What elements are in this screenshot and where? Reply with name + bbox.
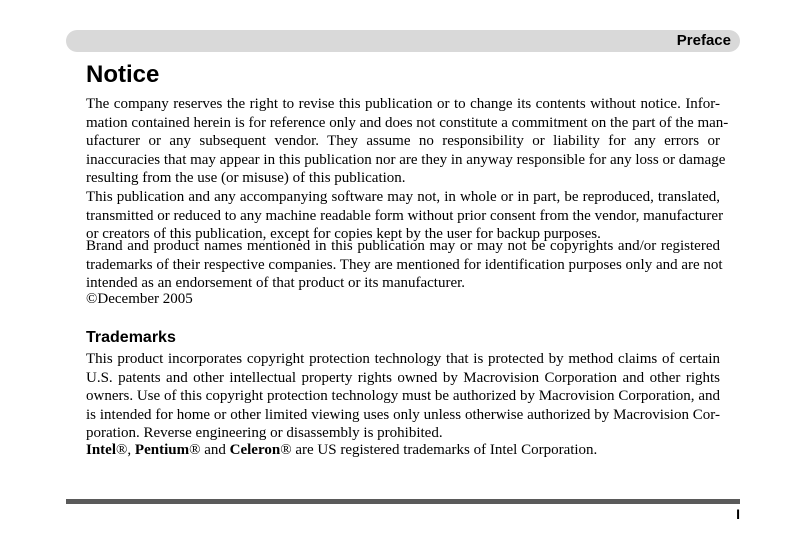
- notice-paragraph-1: [86, 95, 729, 188]
- text-line: The company reserves the right to revise this publication or to change its contents without notice. Infor-: [86, 96, 720, 112]
- text-run: ® are US registered trademarks of Intel Corporation.: [280, 442, 598, 458]
- text-line: or creators of this publication, except for copies kept by the user for backup purposes.: [86, 226, 601, 243]
- text-run: ®,: [116, 442, 135, 458]
- text-line: transmitted or reduced to any machine readable form without prior consent from the vendor, manufacturer: [86, 207, 724, 224]
- copyright-date: ©December 2005: [86, 291, 193, 307]
- text-line: intended as an endorsement of that product or its manufacturer.: [86, 275, 466, 292]
- text-line: resulting from the use (or misuse) of this publication.: [86, 170, 406, 187]
- intel-trademark-line: [86, 441, 720, 460]
- text-line: inaccuracies that may appear in this publication nor are they in anyway responsible for any loss or damage: [86, 151, 726, 168]
- text-line: owners. Use of this copyright protection technology must be authorized by Macrovision Corporation, and: [86, 388, 720, 405]
- section-header: Preface: [676, 32, 731, 49]
- text-line: This publication and any accompanying software may not, in whole or in part, be reproduced, translated,: [86, 189, 720, 205]
- notice-title: Notice: [86, 61, 160, 88]
- text-line: This product incorporates copyright protection technology that is protected by method claims of certain: [86, 351, 720, 367]
- text-line: trademarks of their respective companies. They are mentioned for identification purposes only and are not: [86, 256, 723, 273]
- page-number: I: [736, 506, 740, 522]
- notice-paragraph-3: [86, 237, 723, 293]
- text-line: poration. Reverse engineering or disassembly is prohibited.: [86, 425, 443, 442]
- text-line: U.S. patents and other intellectual property rights owned by Macrovision Corporation and other rights: [86, 369, 720, 386]
- footer-rule: [66, 499, 740, 504]
- pentium-brand: Pentium: [134, 442, 190, 458]
- celeron-brand: Celeron: [229, 442, 281, 458]
- text-line: mation contained herein is for reference only and does not constitute a commitment on the part of the man-: [86, 114, 729, 131]
- text-line: is intended for home or other limited viewing uses only unless otherwise authorized by Macrovision Cor-: [86, 406, 720, 423]
- trademarks-title: Trademarks: [86, 329, 176, 346]
- header-bar: [66, 30, 740, 52]
- text-line: ufacturer or any subsequent vendor. They assume no responsibility or liability for any errors or: [86, 133, 720, 150]
- text-line: Brand and product names mentioned in this publication may or may not be copyrights and/or registered: [86, 238, 720, 254]
- text-run: ® and: [189, 442, 230, 458]
- intel-brand: Intel: [86, 442, 116, 458]
- notice-paragraph-2: [86, 188, 724, 244]
- trademarks-paragraph: [86, 350, 720, 443]
